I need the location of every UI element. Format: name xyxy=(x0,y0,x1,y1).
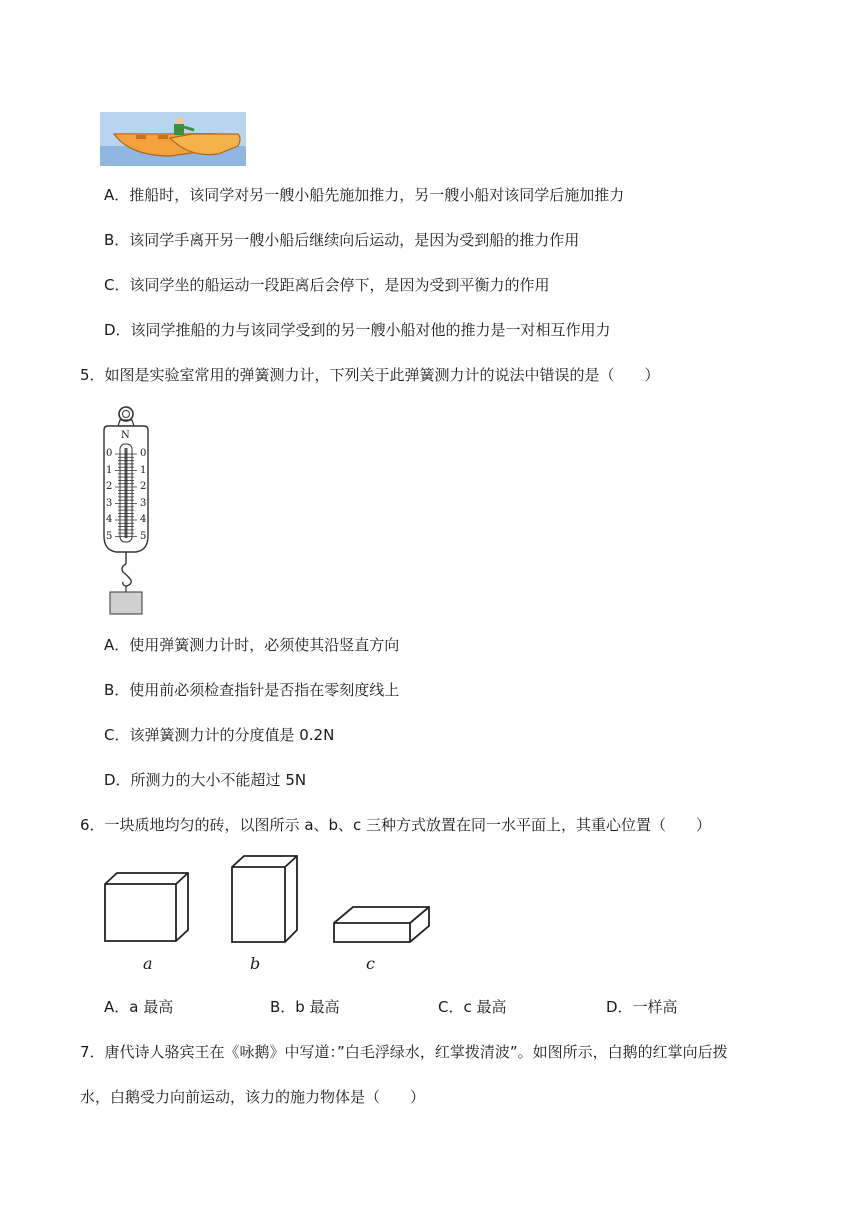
q6-option-c: C．c 最高 xyxy=(438,998,507,1016)
q5-option-d: D．所测力的大小不能超过 5N xyxy=(104,771,307,789)
scale-right xyxy=(140,446,146,545)
q6-option-a: A．a 最高 xyxy=(104,998,174,1016)
q5-option-a: A．使用弹簧测力计时，必须使其沿竖直方向 xyxy=(104,636,400,654)
scale-right-tick-label: 4 xyxy=(140,514,147,525)
q4-option-c: C．该同学坐的船运动一段距离后会停下，是因为受到平衡力的作用 xyxy=(104,276,550,294)
q7-stem-line2: 水，白鹅受力向前运动，该力的施力物体是（ ） xyxy=(80,1088,426,1106)
q4-option-a: A．推船时，该同学对另一艘小船先施加推力，另一艘小船对该同学后施加推力 xyxy=(104,186,625,204)
scale-right-tick-label: 2 xyxy=(140,481,147,492)
scale-left xyxy=(106,446,112,545)
q5-option-c: C．该弹簧测力计的分度值是 0.2N xyxy=(104,726,335,744)
scale-left-tick-label: 3 xyxy=(106,497,113,509)
spring-balance-figure xyxy=(98,404,158,616)
scale-left-tick-label: 2 xyxy=(106,481,113,492)
brick-c xyxy=(333,906,431,943)
scale-left-tick-label: 0 xyxy=(106,448,113,459)
q7-stem-line1: 7．唐代诗人骆宾王在《咏鹅》中写道：”白毛浮绿水，红掌拨清波”。如图所示，白鹅的红掌向后拨 xyxy=(80,1043,728,1061)
scale-left-tick-label: 5 xyxy=(106,530,113,542)
scale-right-tick-label: 0 xyxy=(140,448,147,459)
brick-c-label: c xyxy=(366,954,375,973)
brick-a-label: a xyxy=(143,954,153,973)
q4-option-b: B．该同学手离开另一艘小船后继续向后运动，是因为受到船的推力作用 xyxy=(104,231,580,249)
brick-a xyxy=(104,872,190,942)
brick-b xyxy=(231,855,299,943)
boat-illustration xyxy=(100,112,246,166)
q6-option-d: D．一样高 xyxy=(606,998,678,1016)
scale-left-tick-label: 4 xyxy=(106,514,113,525)
q5-option-b: B．使用前必须检查指针是否指在零刻度线上 xyxy=(104,681,400,699)
scale-right-tick-label: 5 xyxy=(140,530,147,542)
q4-option-d: D．该同学推船的力与该同学受到的另一艘小船对他的推力是一对相互作用力 xyxy=(104,321,611,339)
scale-right-tick-label: 1 xyxy=(140,464,147,476)
q6-option-b: B．b 最高 xyxy=(270,998,340,1016)
scale-unit: N xyxy=(121,430,130,441)
q6-stem: 6．一块质地均匀的砖，以图所示 a、b、c 三种方式放置在同一水平面上，其重心位置（ ） xyxy=(80,816,712,834)
q5-stem: 5．如图是实验室常用的弹簧测力计，下列关于此弹簧测力计的说法中错误的是（ ） xyxy=(80,366,660,384)
scale-right-tick-label: 3 xyxy=(140,497,147,509)
scale-left-tick-label: 1 xyxy=(106,464,113,476)
brick-b-label: b xyxy=(250,954,261,973)
